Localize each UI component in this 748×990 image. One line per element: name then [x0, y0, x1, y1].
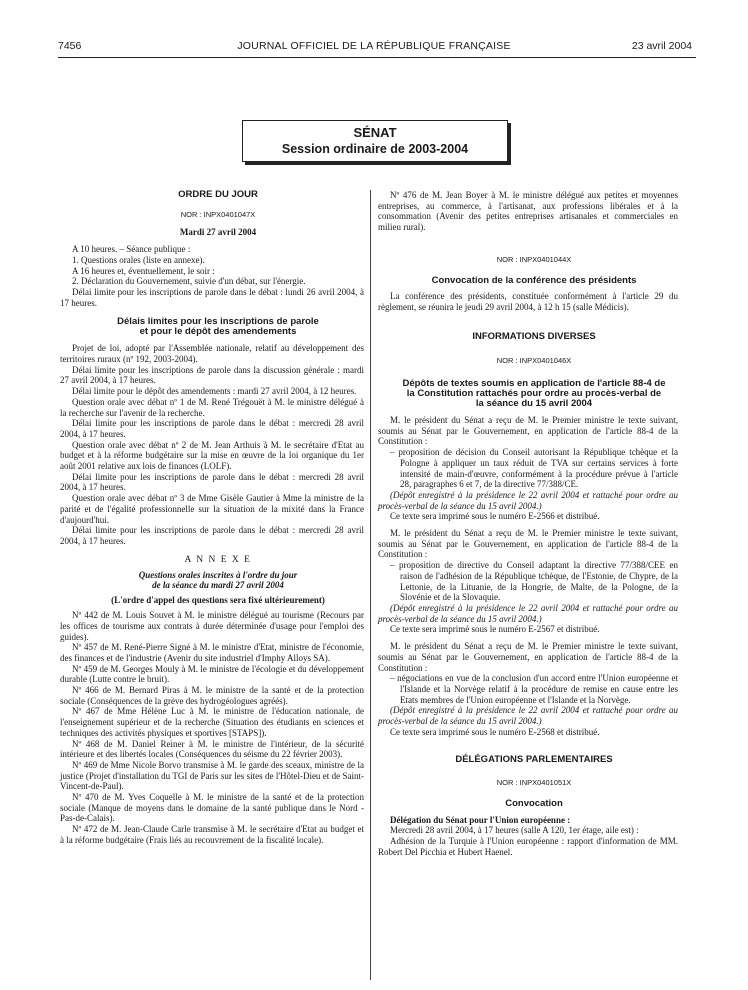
- paragraph: Délai limite pour les inscriptions de parole dans le débat : lundi 26 avril 2004, à 17 heures.: [60, 286, 364, 308]
- convocation-heading: Convocation: [505, 797, 563, 809]
- question-item: Nº 457 de M. René-Pierre Signé à M. le ministre d'Etat, ministre de l'économie, des finances et de l'industrie (Avenir du site industriel d'Imphy Alloys SA).: [60, 642, 364, 663]
- conference-heading: Convocation de la conférence des présidents: [431, 274, 637, 286]
- paragraph: Ce texte sera imprimé sous le numéro E-2566 et distribué.: [390, 511, 600, 522]
- question-item: Nº 469 de Mme Nicole Borvo transmise à M. le garde des sceaux, ministre de la justice (Projet d'installation du TGI de Paris sur les sites de l'Hôtel-Dieu et de Saint-Vincent-de-Paul).: [60, 759, 364, 792]
- session-date: Mardi 27 avril 2004: [179, 227, 257, 238]
- paragraph: Délai limite pour les inscriptions de parole dans la discussion générale : mardi 27 avril 2004, à 17 heures.: [60, 364, 364, 386]
- question-item: Nº 467 de Mme Hélène Luc à M. le ministre de l'éducation nationale, de l'enseignement supérieur et de la recherche (Situation des étudiants en sciences et techniques des activités physiques et sportives [STAPS]).: [60, 706, 364, 738]
- column-divider: [370, 190, 371, 980]
- list-item: – proposition de directive du Conseil adaptant la directive 77/388/CEE en raison de l'adhésion de la République tchèque, de l'Estonie, de Chypre, de la Lettonie, de la Lituanie, de la Hongrie, de Malte, de la Pologne, de la Slovénie et de la Slovaquie.: [390, 560, 678, 603]
- delais-heading-line1: Délais limites pour les inscriptions de parole: [117, 316, 319, 328]
- header-rule: [58, 57, 696, 58]
- paragraph: M. le président du Sénat a reçu de M. le Premier ministre le texte suivant, soumis au Sénat par le Gouvernement, en application de l'article 88-4 de la Constitution :: [378, 528, 678, 560]
- session-title: Session ordinaire de 2003-2004: [281, 142, 469, 156]
- delais-heading-line2: et pour le dépôt des amendements: [139, 326, 297, 338]
- senat-title: SÉNAT: [353, 125, 397, 140]
- journal-title: JOURNAL OFFICIEL DE LA RÉPUBLIQUE FRANÇAISE: [237, 40, 511, 52]
- senat-title-box: [242, 120, 508, 162]
- paragraph: Ce texte sera imprimé sous le numéro E-2568 et distribué.: [390, 726, 600, 737]
- paragraph: La conférence des présidents, constituée conformément à l'article 29 du règlement, se réunira le jeudi 29 avril 2004, à 12 h 15 (salle Médicis).: [378, 291, 678, 312]
- paragraph: Adhésion de la Turquie à l'Union européenne : rapport d'information de MM. Robert Del Picchia et Hubert Haenel.: [378, 835, 678, 857]
- question-item: Nº 466 de M. Bernard Piras à M. le ministre de la santé et de la protection sociale (Conséquences de la grève des hydrogéologues agréés).: [60, 685, 364, 706]
- question-item: Nº 472 de M. Jean-Claude Carle transmise à M. le secrétaire d'Etat au budget et à la réforme budgétaire (Frais liés au recouvrement de la fiscalité locale).: [60, 824, 364, 845]
- annexe-title-line2: de la séance du mardi 27 avril 2004: [152, 580, 284, 591]
- depot-note: (Dépôt enregistré à la présidence le 22 avril 2004 et rattaché pour ordre au procès-verbal de la séance du 15 avril 2004.): [378, 705, 678, 727]
- left-column: [60, 190, 364, 846]
- question-item: Nº 442 de M. Louis Souvet à M. le ministre délégué au tourisme (Recours par les offices de tourisme aux contrats à durée déterminée d'usage pour l'emploi des guides).: [60, 610, 364, 642]
- paragraph: Question orale avec débat nº 1 de M. René Trégouët à M. le ministre délégué à la recherche sur l'avenir de la recherche.: [60, 396, 364, 418]
- nor-reference: NOR : INPX0401047X: [180, 209, 256, 219]
- nor-reference: NOR : INPX0401044X: [496, 254, 572, 264]
- paragraph: Ce texte sera imprimé sous le numéro E-2567 et distribué.: [390, 624, 600, 635]
- informations-heading: INFORMATIONS DIVERSES: [472, 330, 596, 342]
- paragraph: Projet de loi, adopté par l'Assemblée nationale, relatif au développement des territoires ruraux (nº 192, 2003-2004).: [60, 343, 364, 365]
- list-item: – proposition de décision du Conseil autorisant la République tchèque et la Pologne à appliquer un taux réduit de TVA sur certains services à forte intensité de main-d'œuvre, conformément à la procédure prévue à l'article 28, paragraphes 6 et 7, de la directive 77/388/CE.: [390, 447, 678, 490]
- ordre-du-jour-heading: ORDRE DU JOUR: [178, 189, 258, 200]
- ordre-appel-note: (L'ordre d'appel des questions sera fixé ultérieurement): [111, 595, 325, 606]
- paragraph: 2. Déclaration du Gouvernement, suivie d'un débat, sur l'énergie.: [72, 276, 306, 287]
- issue-date: 23 avril 2004: [631, 40, 692, 52]
- paragraph: A 10 heures. – Séance publique :: [72, 244, 191, 255]
- delegation-subheading: Délégation du Sénat pour l'Union européenne :: [390, 814, 571, 825]
- paragraph: M. le président du Sénat a reçu de M. le Premier ministre le texte suivant, soumis au Sénat par le Gouvernement, en application de l'article 88-4 de la Constitution :: [378, 415, 678, 447]
- annexe-heading: A N N E X E: [184, 554, 252, 565]
- paragraph: Mercredi 28 avril 2004, à 17 heures (salle A 120, 1er étage, aile est) :: [390, 825, 639, 836]
- depots-heading-line1: Dépôts de textes soumis en application de l'article 88-4 de: [402, 378, 666, 390]
- question-item: Nº 476 de M. Jean Boyer à M. le ministre délégué aux petites et moyennes entreprises, au commerce, à l'artisanat, aux professions libérales et à la consommation (Avenir des petites entreprises artisanales et commerciales en milieu rural).: [378, 190, 678, 233]
- list-item: – négociations en vue de la conclusion d'un accord entre l'Union européenne et l'Islande et la Norvège relatif à la procédure de remise en cause entre les Etats membres de l'Union européenne et l'Islande et la Norvège.: [390, 673, 678, 705]
- depots-heading-line2: la Constitution rattachés pour ordre au procès-verbal de: [406, 388, 662, 400]
- question-item: Nº 459 de M. Georges Mouly à M. le ministre de l'écologie et du développement durable (Lutte contre le bruit).: [60, 663, 364, 685]
- annexe-title-line1: Questions orales inscrites à l'ordre du jour: [138, 570, 298, 581]
- delegations-heading: DÉLÉGATIONS PARLEMENTAIRES: [455, 754, 613, 766]
- question-item: Nº 470 de M. Yves Coquelle à M. le ministre de la santé et de la protection sociale (Manque de moyens dans le domaine de la santé publique dans le Nord - Pas-de-Calais).: [60, 792, 364, 824]
- question-item: Nº 468 de M. Daniel Reiner à M. le ministre de l'intérieur, de la sécurité intérieure et des libertés locales (Conséquences du séisme du 22 février 2003).: [60, 738, 364, 760]
- paragraph: 1. Questions orales (liste en annexe).: [72, 254, 205, 265]
- paragraph: Question orale avec débat nº 3 de Mme Gisèle Gautier à Mme la ministre de la parité et de l'égalité professionnelle sur la situation de la mixité dans la France d'aujourd'hui.: [60, 493, 364, 525]
- right-column: [378, 190, 678, 857]
- paragraph: Délai limite pour les inscriptions de parole dans le débat : mercredi 28 avril 2004, à 17 heures.: [60, 418, 364, 439]
- depots-heading-line3: la séance du 15 avril 2004: [475, 398, 593, 410]
- paragraph: Délai limite pour les inscriptions de parole dans le débat : mercredi 28 avril 2004, à 17 heures.: [60, 471, 364, 493]
- page-header: [0, 0, 748, 60]
- depot-note: (Dépôt enregistré à la présidence le 22 avril 2004 et rattaché pour ordre au procès-verbal de la séance du 15 avril 2004.): [378, 489, 678, 511]
- nor-reference: NOR : INPX0401051X: [496, 778, 572, 788]
- depot-note: (Dépôt enregistré à la présidence le 22 avril 2004 et rattaché pour ordre au procès-verbal de la séance du 15 avril 2004.): [378, 602, 678, 624]
- nor-reference: NOR : INPX0401046X: [496, 356, 572, 366]
- paragraph: Délai limite pour le dépôt des amendements : mardi 27 avril 2004, à 12 heures.: [72, 386, 357, 397]
- paragraph: Question orale avec débat nº 2 de M. Jean Arthuis à M. le secrétaire d'Etat au budget et à la réforme budgétaire sur la mise en œuvre de la loi organique du 1er août 2001 relative aux lois de finances (LOLF).: [60, 439, 364, 472]
- paragraph: M. le président du Sénat a reçu de M. le Premier ministre le texte suivant, soumis au Sénat par le Gouvernement, en application de l'article 88-4 de la Constitution :: [378, 641, 678, 673]
- page-number: 7456: [58, 40, 82, 52]
- paragraph: A 16 heures et, éventuellement, le soir :: [72, 265, 215, 276]
- paragraph: Délai limite pour les inscriptions de parole dans le débat : mercredi 28 avril 2004, à 17 heures.: [60, 525, 364, 546]
